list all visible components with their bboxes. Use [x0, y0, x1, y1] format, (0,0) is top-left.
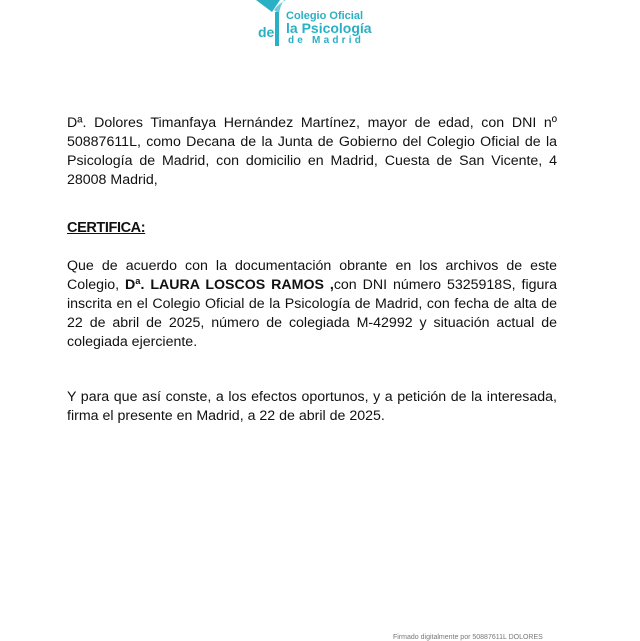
intro-line: Dª. Dolores Timanfaya Hernández Martínez, mayor de edad, con DNI nº [67, 115, 557, 131]
certifica-heading: CERTIFICA: [67, 220, 146, 236]
closing-line: firma el presente en Madrid, a 22 de abril de 2025. [67, 408, 385, 424]
intro-line: 28008 Madrid, [67, 172, 158, 188]
logo-text-de: de [258, 24, 275, 40]
certification-paragraph [67, 257, 557, 352]
certification-line: inscrita en el Colegio Oficial de la Psicología de Madrid, con fecha de alta de [67, 296, 557, 312]
logo-text-line3: de Madrid [288, 35, 365, 46]
intro-line: Psicología de Madrid, con domicilio en Madrid, Cuesta de San Vicente, 4 [67, 153, 557, 169]
text-segment: con DNI número 5325918S, figura [333, 277, 557, 293]
college-logo [250, 0, 380, 50]
logo-text-line2: la Psicología [286, 20, 372, 36]
digital-signature-note: Firmado digitalmente por 50887611L DOLORES [393, 634, 543, 641]
certification-line: colegiada ejerciente. [67, 334, 198, 350]
text-segment: Colegio, [67, 277, 125, 293]
logo-text-line1: Colegio Oficial [286, 10, 364, 22]
certification-line [67, 276, 557, 295]
member-name: Dª. LAURA LOSCOS RAMOS , [124, 277, 334, 293]
certification-line: Que de acuerdo con la documentación obrante en los archivos de este [67, 258, 557, 274]
closing-paragraph [67, 388, 557, 426]
certification-line: 22 de abril de 2025, número de colegiada M-42992 y situación actual de [67, 315, 557, 331]
intro-line: 50887611L, como Decana de la Junta de Gobierno del Colegio Oficial de la [67, 134, 557, 150]
intro-paragraph [67, 114, 557, 190]
closing-line: Y para que así conste, a los efectos oportunos, y a petición de la interesada, [67, 389, 557, 405]
